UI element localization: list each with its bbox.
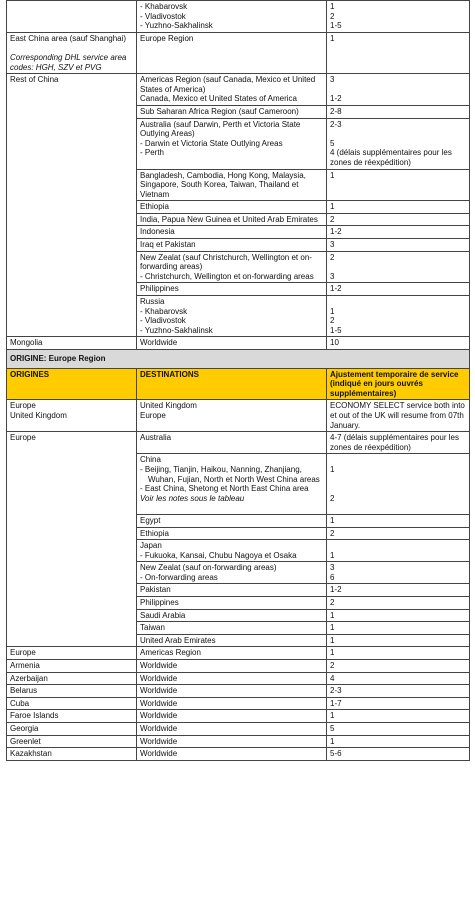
adjustment-value: 1	[330, 464, 335, 474]
destination-cell	[137, 562, 327, 584]
adjustment-cell	[327, 562, 470, 584]
destination-cell	[137, 400, 327, 432]
table-row	[7, 672, 470, 685]
destination-cell: India, Papua New Guinea et United Arab Emirates	[137, 213, 327, 226]
adjustment-cell: 1	[327, 634, 470, 647]
destination-cell: Philippines	[137, 597, 327, 610]
destination-cell: Egypt	[137, 514, 327, 527]
table-row	[7, 697, 470, 710]
destination-cell: Sub Saharan Africa Region (sauf Cameroon)	[137, 105, 327, 118]
destination-cell: Iraq et Pakistan	[137, 239, 327, 252]
origin-cell: Georgia	[7, 723, 137, 736]
adjustment-cell: 1	[327, 710, 470, 723]
destination-cell: United Arab Emirates	[137, 634, 327, 647]
origin-cell: Europe	[7, 647, 137, 660]
destination-cell: Ethiopia	[137, 527, 327, 540]
adjustment-cell: 1	[327, 735, 470, 748]
table-row	[7, 337, 470, 350]
destination-line: Europe	[140, 410, 166, 420]
origin-note: Corresponding DHL service area codes: HGH, SZV et PVG	[10, 52, 127, 72]
destination-cell: Americas Region	[137, 647, 327, 660]
destination-cell: Worldwide	[137, 672, 327, 685]
adjustment-cell	[327, 74, 470, 106]
adjustment-value: 1	[330, 550, 335, 560]
destination-line: - East China, Shetong et North East China area	[140, 484, 309, 494]
destination-line: - Khabarovsk	[140, 2, 188, 11]
table-row	[7, 400, 470, 432]
origin-cell: Cuba	[7, 697, 137, 710]
adjustment-cell: 1	[327, 32, 470, 73]
table-row	[7, 32, 470, 73]
service-adjustment-table	[6, 0, 470, 761]
destination-line: - Christchurch, Wellington et on-forwarding areas	[140, 271, 314, 281]
destination-cell	[137, 251, 327, 283]
destination-cell: Saudi Arabia	[137, 609, 327, 622]
destination-line: Canada, Mexico et United States of America	[140, 94, 297, 104]
adjustment-cell: 1	[327, 609, 470, 622]
adjustment-cell: 1-2	[327, 283, 470, 296]
adjustment-cell	[327, 118, 470, 169]
header-origins: ORIGINES	[7, 368, 137, 400]
adjustment-cell: 5	[327, 723, 470, 736]
destination-cell	[137, 454, 327, 515]
adjustment-value: 1-5	[330, 21, 342, 31]
destination-line: Japan	[140, 541, 162, 551]
destination-line: - On-forwarding areas	[140, 572, 218, 582]
adjustment-value: 2-3	[330, 119, 342, 129]
destination-line: China	[140, 455, 161, 465]
destination-cell: Australia	[137, 432, 327, 454]
origin-cell: Europe	[7, 432, 137, 647]
table-row	[7, 710, 470, 723]
adjustment-cell	[327, 251, 470, 283]
destination-line: United Kingdom	[140, 401, 197, 411]
table-row	[7, 735, 470, 748]
adjustment-cell: 4	[327, 672, 470, 685]
origin-cell	[7, 32, 137, 73]
destination-cell: Bangladesh, Cambodia, Hong Kong, Malaysia, Singapore, South Korea, Taiwan, Thailand et Vietnam	[137, 169, 327, 201]
adjustment-cell: 2	[327, 527, 470, 540]
origin-cell: Faroe Islands	[7, 710, 137, 723]
destination-line: - Beijing, Tianjin, Haikou, Nanning, Zhanjiang, Wuhan, Fujian, North et North West China areas	[140, 464, 320, 484]
destination-cell	[137, 118, 327, 169]
adjustment-value: 5	[330, 138, 335, 148]
adjustment-cell: 1-2	[327, 584, 470, 597]
destination-line: - Darwin et Victoria State Outlying Areas	[140, 138, 283, 148]
adjustment-cell: 1-7	[327, 697, 470, 710]
adjustment-value: 4 (délais supplémentaires pour les zones de réexpédition)	[330, 148, 452, 167]
origin-cell: Belarus	[7, 685, 137, 698]
origin-cell: Mongolia	[7, 337, 137, 350]
adjustment-cell: 2-8	[327, 105, 470, 118]
destination-line: New Zealat (sauf on-forwarding areas)	[140, 563, 277, 573]
origin-cell: Kazakhstan	[7, 748, 137, 761]
destination-cell: Worldwide	[137, 660, 327, 673]
table-row	[7, 647, 470, 660]
destination-line: Americas Region (sauf Canada, Mexico et United States of America)	[140, 75, 316, 94]
adjustment-cell: 1	[327, 622, 470, 635]
destination-line: - Yuzhno-Sakhalinsk	[140, 325, 213, 335]
table-row	[7, 748, 470, 761]
adjustment-cell: ECONOMY SELECT service both into et out of the UK will resume from 07th January.	[327, 400, 470, 432]
adjustment-cell: 5-6	[327, 748, 470, 761]
destination-line: - Perth	[140, 148, 165, 158]
adjustment-value: 3	[330, 271, 335, 281]
table-note: Voir les notes sous le tableau	[140, 493, 245, 503]
header-adjustment: Ajustement temporaire de service (indiqué en jours ouvrés supplémentaires)	[327, 368, 470, 400]
adjustment-value: 3	[330, 75, 335, 85]
adjustment-cell	[327, 540, 470, 562]
adjustment-cell: 1	[327, 514, 470, 527]
origin-cell	[7, 400, 137, 432]
destination-cell: Worldwide	[137, 697, 327, 710]
adjustment-cell: 1	[327, 201, 470, 214]
origin-cell	[7, 1, 137, 33]
adjustment-cell: 1-2	[327, 226, 470, 239]
adjustment-cell	[327, 296, 470, 337]
destination-cell: Ethiopia	[137, 201, 327, 214]
adjustment-cell: 4-7 (délais supplémentaires pour les zones de réexpédition)	[327, 432, 470, 454]
destination-cell: Worldwide	[137, 748, 327, 761]
destination-cell: Worldwide	[137, 685, 327, 698]
destination-line: Russia	[140, 297, 165, 307]
adjustment-value: 2	[330, 252, 335, 262]
adjustment-cell: 10	[327, 337, 470, 350]
section-title: ORIGINE: Europe Region	[7, 350, 470, 369]
destination-line: New Zealat (sauf Christchurch, Wellington et on-forwarding areas)	[140, 252, 312, 272]
adjustment-value: 2	[330, 11, 335, 21]
destination-cell: Worldwide	[137, 735, 327, 748]
adjustment-value: 1	[330, 306, 335, 316]
section-header-row	[7, 350, 470, 369]
destination-cell	[137, 540, 327, 562]
origin-cell: Azerbaijan	[7, 672, 137, 685]
origin-label: East China area (sauf Shanghai)	[10, 33, 127, 43]
adjustment-cell: 1	[327, 169, 470, 201]
destination-line: - Fukuoka, Kansai, Chubu Nagoya et Osaka	[140, 550, 297, 560]
table-row	[7, 723, 470, 736]
destination-cell: Worldwide	[137, 337, 327, 350]
destination-cell: Taiwan	[137, 622, 327, 635]
header-destinations: DESTINATIONS	[137, 368, 327, 400]
adjustment-cell: 2-3	[327, 685, 470, 698]
adjustment-cell	[327, 1, 470, 33]
destination-cell: Indonesia	[137, 226, 327, 239]
adjustment-value: 1	[330, 2, 335, 11]
destination-cell: Philippines	[137, 283, 327, 296]
destination-cell	[137, 1, 327, 33]
table-row	[7, 432, 470, 454]
adjustment-value: 2	[330, 316, 335, 326]
adjustment-cell: 2	[327, 213, 470, 226]
destination-cell	[137, 74, 327, 106]
table-row	[7, 1, 470, 33]
origin-label: Europe	[10, 401, 36, 411]
adjustment-cell: 3	[327, 239, 470, 252]
destination-cell: Pakistan	[137, 584, 327, 597]
table-row	[7, 660, 470, 673]
origin-label: United Kingdom	[10, 410, 67, 420]
table-row	[7, 685, 470, 698]
destination-line: - Khabarovsk	[140, 306, 188, 316]
adjustment-value: 1-5	[330, 325, 342, 335]
adjustment-cell	[327, 454, 470, 515]
adjustment-value: 6	[330, 572, 335, 582]
adjustment-value: 1-2	[330, 94, 342, 104]
destination-cell: Europe Region	[137, 32, 327, 73]
column-header-row	[7, 368, 470, 400]
adjustment-cell: 2	[327, 597, 470, 610]
destination-cell	[137, 296, 327, 337]
origin-cell: Greenlet	[7, 735, 137, 748]
destination-line: Australia (sauf Darwin, Perth et Victoria State Outlying Areas)	[140, 119, 301, 139]
origin-cell: Armenia	[7, 660, 137, 673]
destination-cell: Worldwide	[137, 723, 327, 736]
destination-cell: Worldwide	[137, 710, 327, 723]
origin-cell: Rest of China	[7, 74, 137, 337]
adjustment-value: 2	[330, 493, 335, 503]
table-row	[7, 74, 470, 106]
destination-line: - Yuzhno-Sakhalinsk	[140, 21, 213, 31]
adjustment-cell: 1	[327, 647, 470, 660]
destination-line: - Vladivostok	[140, 11, 186, 21]
destination-line: - Vladivostok	[140, 316, 186, 326]
adjustment-cell: 2	[327, 660, 470, 673]
adjustment-value: 3	[330, 563, 335, 573]
